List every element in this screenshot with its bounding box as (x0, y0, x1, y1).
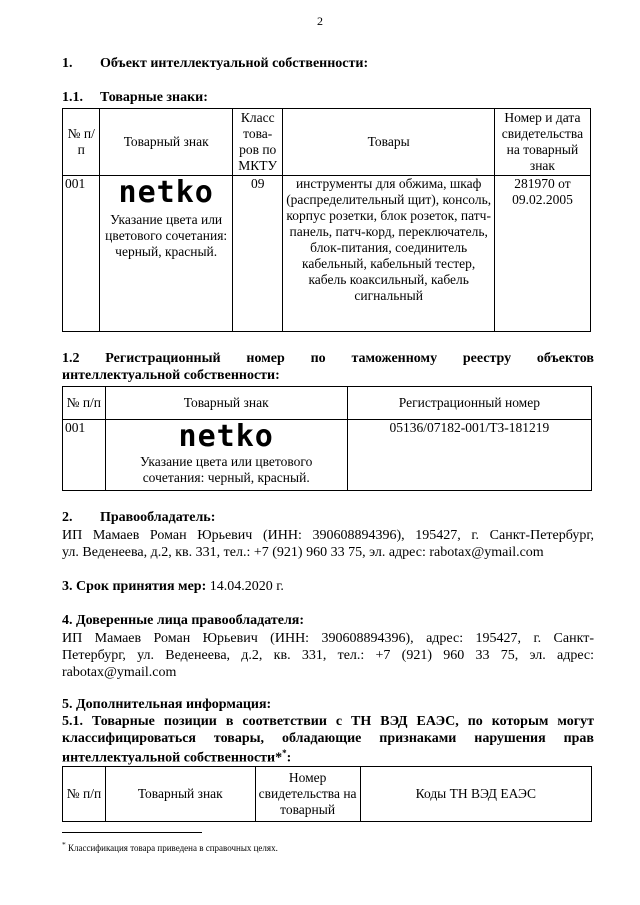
section-2-title: Правообладатель: (100, 510, 216, 525)
table-row (63, 176, 591, 332)
section-1-2-title-line1: 1.2 Регистрационный номер по таможенному реестру объектов (62, 351, 594, 366)
cell-trademark (100, 176, 233, 332)
mark-description: Указание цвета или цветового сочетания: черный, красный. (140, 454, 313, 485)
trustee-line3: rabotax@ymail.com (62, 665, 177, 680)
cell-class: 09 (232, 176, 283, 332)
th-trademark: Товарный знак (105, 387, 347, 420)
section-1-number: 1. (62, 56, 73, 71)
cell-registration-number: 05136/07182-001/ТЗ-181219 (347, 420, 591, 491)
section-3-title: 3. Срок принятия мер: (62, 579, 207, 594)
th-registration-number: Регистрационный номер (347, 387, 591, 420)
section-3 (62, 578, 284, 595)
th-certificate: Номер и дата свидетельства на товарный знак (494, 109, 590, 176)
trustee-line2: Петербург, ул. Веденеева, д.2, кв. 331, тел.: +7 (921) 960 33 75, эл. адрес: (62, 648, 594, 663)
section-5-1-line3: интеллектуальной собственности**: (62, 748, 292, 766)
section-1-1-number: 1.1. (62, 90, 83, 105)
th-number: № п/п (63, 109, 100, 176)
page-number: 2 (317, 14, 323, 28)
section-5-1-line1: 5.1. Товарные позиции в соответствии с ТН ВЭД ЕАЭС, по которым могут (62, 714, 594, 729)
cell-certificate: 281970 от 09.02.2005 (494, 176, 590, 332)
trustee-line1: ИП Мамаев Роман Юрьевич (ИНН: 390608894396), адрес: 195427, г. Санкт- (62, 631, 594, 646)
cell-trademark (105, 420, 347, 491)
cell-goods: инструменты для обжима, шкаф (распределительный щит), консоль, корпус розетки, блок розеток, патч-панель, патч-корд, переключатель, блок-питания, соединитель кабельный, кабельный тестер, кабель коаксильный, кабель сигнальный (283, 176, 494, 332)
th-trademark: Товарный знак (105, 767, 255, 822)
section-5-1-line2: классифицироваться товары, обладающие признаками нарушения прав (62, 731, 594, 746)
th-tnved-codes: Коды ТН ВЭД ЕАЭС (360, 767, 591, 822)
cell-number: 001 (63, 176, 100, 332)
section-1-2-title-line2: интеллектуальной собственности: (62, 368, 280, 383)
th-number: № п/п (63, 767, 106, 822)
footnote-divider (62, 832, 202, 833)
th-trademark: Товарный знак (100, 109, 233, 176)
cell-number: 001 (63, 420, 106, 491)
th-goods: Товары (283, 109, 494, 176)
trademarks-table (62, 108, 591, 332)
section-4-title: 4. Доверенные лица правообладателя: (62, 613, 305, 628)
table-row (63, 420, 592, 491)
footnote: * Классификация товара приведена в справочных целях. (62, 840, 278, 853)
registration-table (62, 386, 592, 491)
th-class: Класс това-ров по МКТУ (232, 109, 283, 176)
th-number: № п/п (63, 387, 106, 420)
tnved-table (62, 766, 592, 822)
rightholder-line1: ИП Мамаев Роман Юрьевич (ИНН: 390608894396), 195427, г. Санкт-Петербург, (62, 528, 594, 543)
section-1-1-title: Товарные знаки: (100, 90, 208, 105)
netko-logo: netko (178, 419, 274, 454)
th-certificate: Номер свидетельства на товарный (255, 767, 360, 822)
section-1-title: Объект интеллектуальной собственности: (100, 56, 369, 71)
section-3-value: 14.04.2020 г. (209, 579, 284, 594)
section-2-number: 2. (62, 510, 73, 525)
rightholder-line2: ул. Веденеева, д.2, кв. 331, тел.: +7 (921) 960 33 75, эл. адрес: rabotax@ymail.com (62, 545, 544, 560)
mark-description: Указание цвета или цветового сочетания: черный, красный. (105, 212, 228, 259)
section-5-title: 5. Дополнительная информация: (62, 697, 272, 712)
netko-logo: netko (118, 175, 214, 210)
